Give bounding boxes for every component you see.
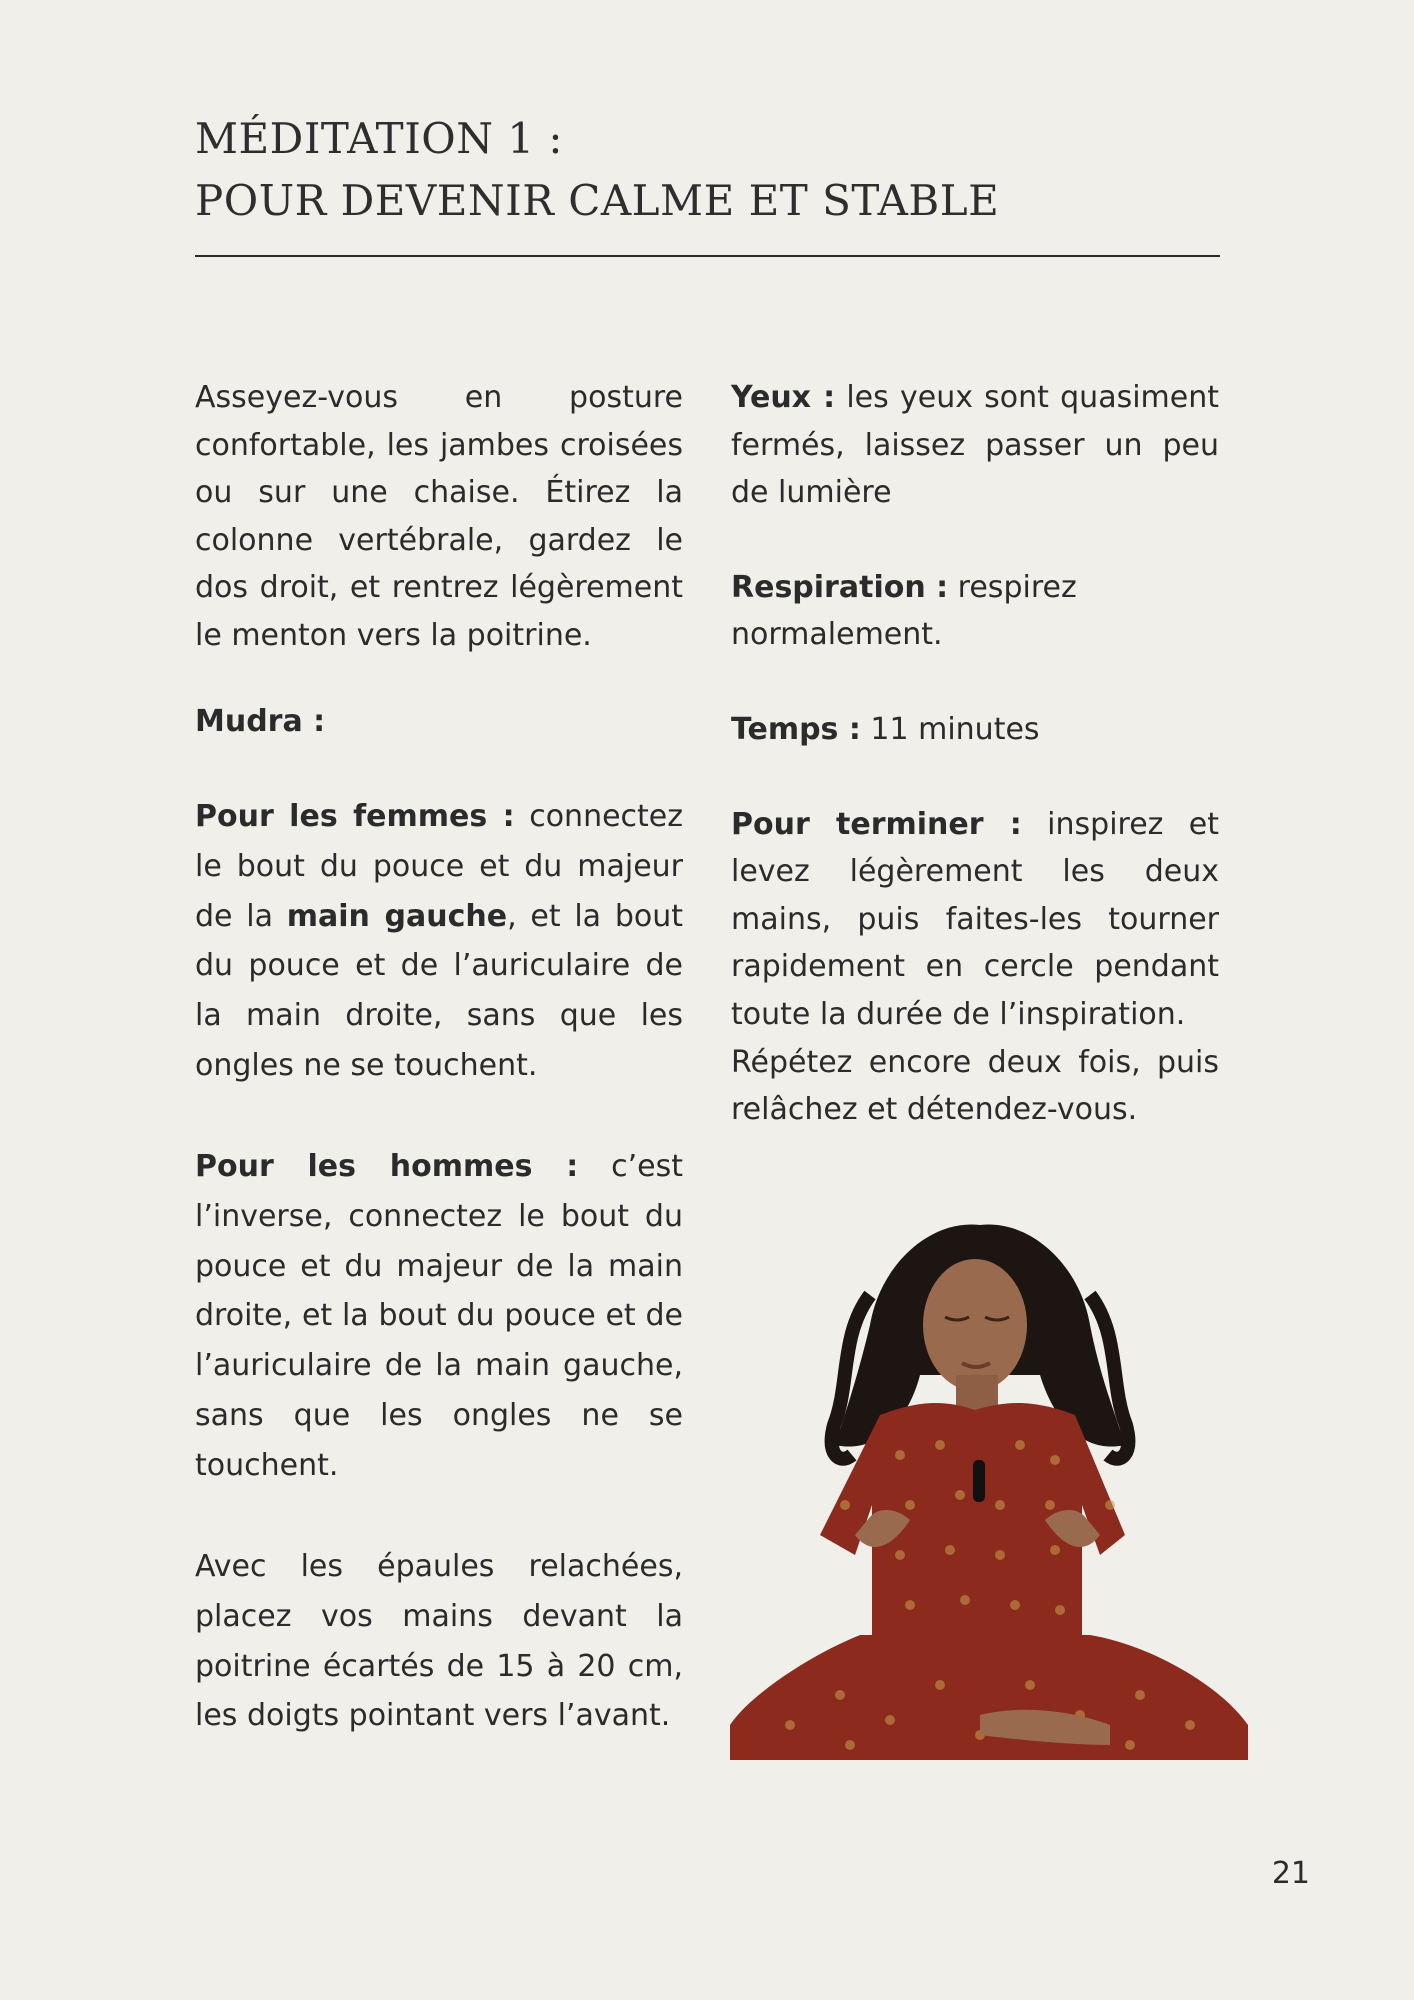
femmes-bold: main gauche (286, 898, 508, 934)
legs (730, 1635, 1248, 1760)
respiration-text: respirez normalement. (731, 569, 1077, 653)
yeux-text: les yeux sont quasiment fermés, laissez passer un peu de lumière (731, 380, 1219, 511)
epaules-paragraph: Avec les épaules relachées, placez vos mains devant la poitrine écartés de 15 à 20 cm, les doigts pointant vers l’avant. (195, 1549, 683, 1734)
femmes-text-2: , et la bout du pouce et de l’auriculaire de la main droite, sans que les ongles ne se touchent. (195, 898, 683, 1083)
title-line-1: MÉDITATION 1 : (195, 114, 564, 163)
femmes-label: Pour les femmes : (195, 799, 515, 835)
yeux-label: Yeux : (731, 380, 836, 415)
respiration-label: Respiration : (731, 569, 949, 605)
hommes-paragraph (195, 1142, 683, 1490)
respiration-paragraph (731, 564, 1219, 659)
hommes-label: Pour les hommes : (195, 1149, 579, 1185)
hommes-text: c’est l’inverse, connectez le bout du pouce et du majeur de la main droite, et la bout du pouce et de l’auriculaire de la main gauche, sans que les ongles ne se touchent. (195, 1149, 683, 1483)
face (923, 1259, 1027, 1415)
title-divider (195, 255, 1220, 257)
left-column (195, 374, 683, 1741)
temps-paragraph (731, 706, 1219, 754)
terminer-text: inspirez et levez légèrement les deux mains, puis faites-les tourner rapidement en cercle pendant toute la durée de l’inspiration. (731, 806, 1219, 1032)
femmes-text-1: connectez le bout du pouce et du majeur de la (195, 799, 683, 934)
yeux-paragraph (731, 374, 1219, 517)
temps-text: 11 minutes (860, 711, 1040, 747)
mudra-heading (195, 698, 683, 746)
temps-label: Temps : (731, 711, 861, 747)
intro-paragraph: Asseyez-vous en posture confortable, les jambes croisées ou sur une chaise. Étirez la colonne vertébrale, gardez le dos droit, et rentrez légèrement le menton vers la poitrine. (195, 380, 683, 653)
page-number: 21 (1271, 1856, 1310, 1891)
mudra-label: Mudra : (195, 703, 326, 739)
title-line-2: POUR DEVENIR CALME ET STABLE (195, 176, 1000, 225)
page-title (195, 108, 1225, 232)
right-column (731, 374, 1219, 1134)
meditation-photo (730, 1205, 1248, 1760)
femmes-paragraph (195, 792, 683, 1090)
terminer-paragraph (731, 801, 1219, 1039)
terminer-label: Pour terminer : (731, 806, 1022, 842)
repetez-paragraph: Répétez encore deux fois, puis relâchez et détendez-vous. (731, 1044, 1219, 1128)
